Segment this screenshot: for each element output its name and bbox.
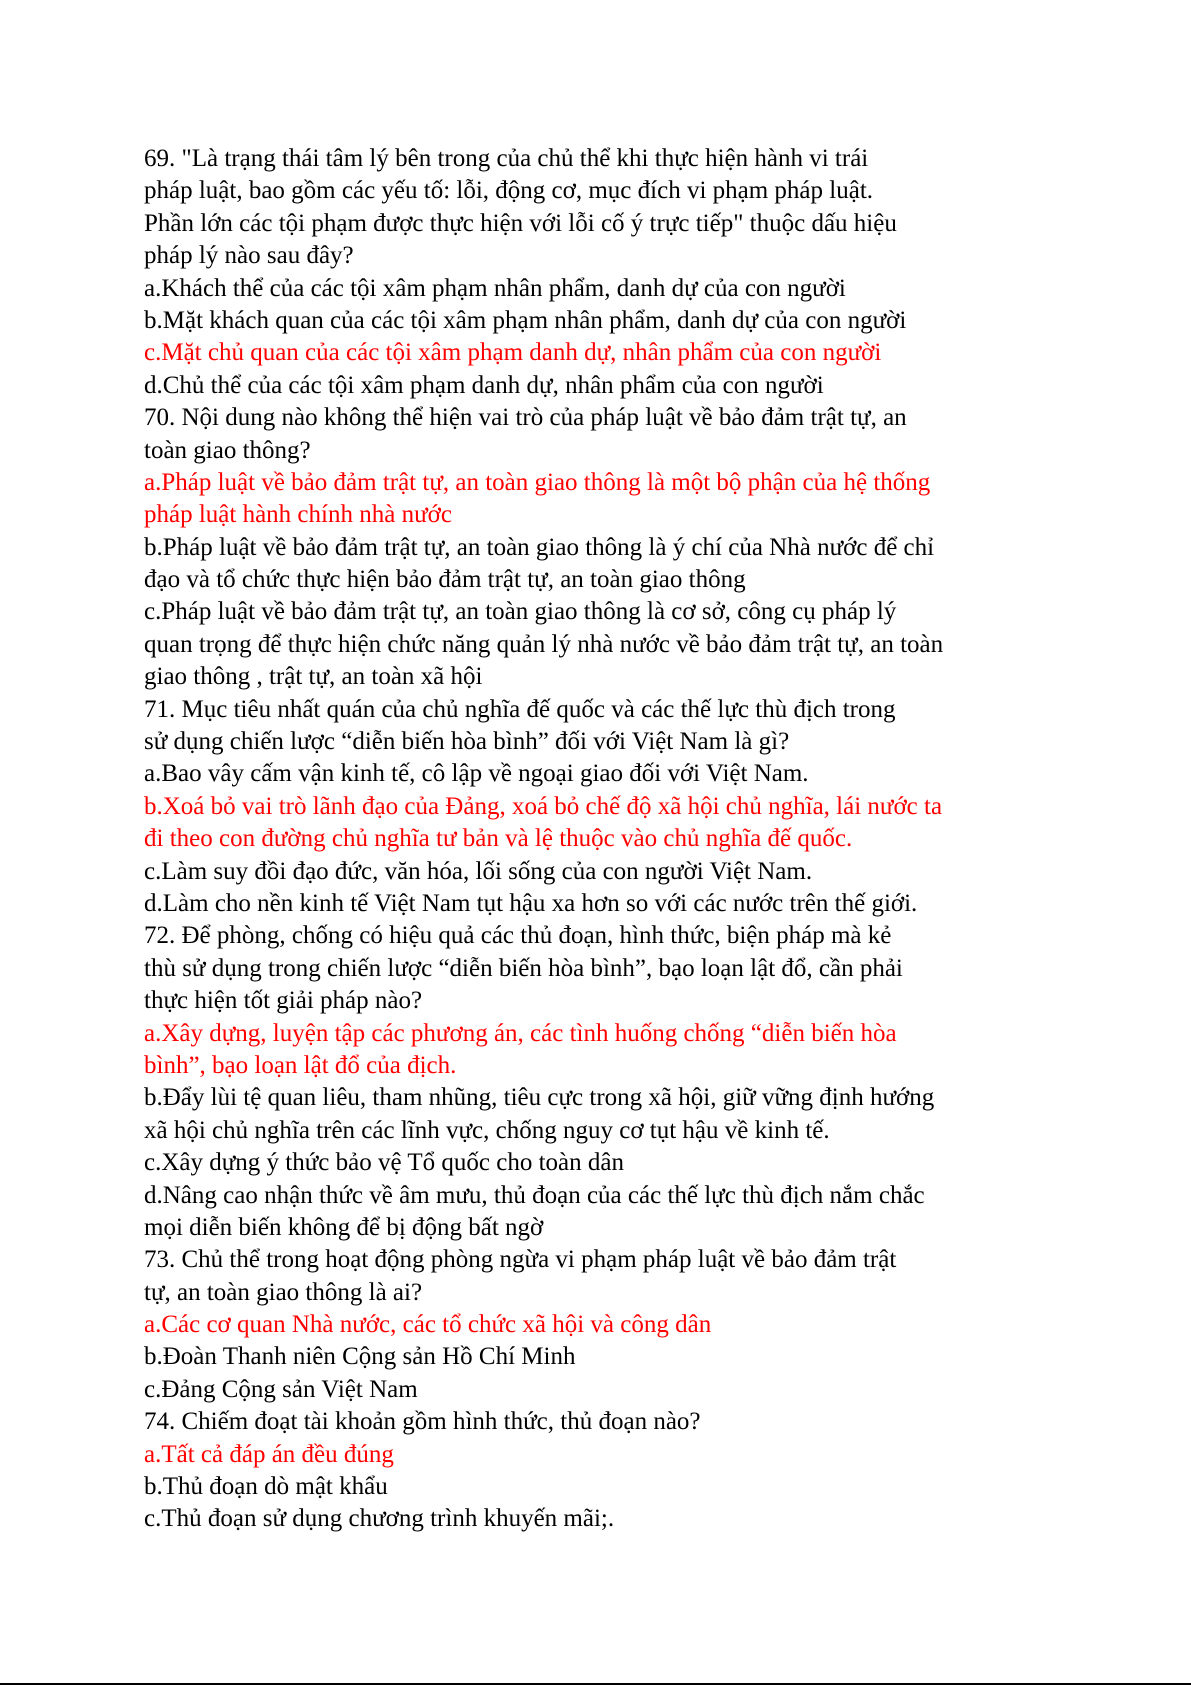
text-line: c.Làm suy đồi đạo đức, văn hóa, lối sống của con người Việt Nam.: [144, 857, 813, 885]
text-line: a.Khách thể của các tội xâm phạm nhân phẩm, danh dự của con người: [144, 274, 846, 302]
text-line: 70. Nội dung nào không thể hiện vai trò của pháp luật về bảo đảm trật tự, an: [144, 404, 907, 432]
text-line: d.Chủ thể của các tội xâm phạm danh dự, nhân phẩm của con người: [144, 371, 824, 399]
text-line: b.Mặt khách quan của các tội xâm phạm nhân phẩm, danh dự của con người: [144, 306, 907, 334]
correct-answer-line: đi theo con đường chủ nghĩa tư bản và lệ thuộc vào chủ nghĩa đế quốc.: [144, 825, 853, 853]
text-line: mọi diễn biến không để bị động bất ngờ: [144, 1213, 544, 1241]
correct-answer-line: a.Pháp luật về bảo đảm trật tự, an toàn giao thông là một bộ phận của hệ thống: [144, 468, 931, 496]
question-list: [144, 143, 1064, 1536]
correct-answer-line: a.Các cơ quan Nhà nước, các tổ chức xã hội và công dân: [144, 1311, 712, 1339]
text-line: d.Làm cho nền kinh tế Việt Nam tụt hậu xa hơn so với các nước trên thế giới.: [144, 889, 918, 917]
text-line: thù sử dụng trong chiến lược “diễn biến hòa bình”, bạo loạn lật đổ, cần phải: [144, 954, 903, 982]
text-line: pháp lý nào sau đây?: [144, 242, 354, 270]
text-line: c.Thủ đoạn sử dụng chương trình khuyến mãi;.: [144, 1505, 615, 1533]
text-line: xã hội chủ nghĩa trên các lĩnh vực, chống nguy cơ tụt hậu về kinh tế.: [144, 1116, 830, 1144]
text-line: b.Đoàn Thanh niên Cộng sản Hồ Chí Minh: [144, 1343, 576, 1371]
text-line: c.Đảng Cộng sản Việt Nam: [144, 1375, 418, 1403]
text-line: giao thông , trật tự, an toàn xã hội: [144, 663, 483, 691]
text-line: a.Bao vây cấm vận kinh tế, cô lập về ngoại giao đối với Việt Nam.: [144, 760, 809, 788]
text-line: quan trọng để thực hiện chức năng quản lý nhà nước về bảo đảm trật tự, an toàn: [144, 630, 944, 658]
correct-answer-line: b.Xoá bỏ vai trò lãnh đạo của Đảng, xoá bỏ chế độ xã hội chủ nghĩa, lái nước ta: [144, 792, 943, 820]
text-line: 72. Để phòng, chống có hiệu quả các thủ đoạn, hình thức, biện pháp mà kẻ: [144, 922, 892, 950]
text-line: 74. Chiếm đoạt tài khoản gồm hình thức, thủ đoạn nào?: [144, 1408, 701, 1436]
text-line: sử dụng chiến lược “diễn biến hòa bình” đối với Việt Nam là gì?: [144, 728, 790, 756]
text-line: c.Pháp luật về bảo đảm trật tự, an toàn giao thông là cơ sở, công cụ pháp lý: [144, 598, 897, 626]
text-line: 71. Mục tiêu nhất quán của chủ nghĩa đế quốc và các thế lực thù địch trong: [144, 695, 896, 723]
text-line: toàn giao thông?: [144, 436, 311, 464]
correct-answer-line: a.Xây dựng, luyện tập các phương án, các tình huống chống “diễn biến hòa: [144, 1019, 897, 1047]
text-line: 69. "Là trạng thái tâm lý bên trong của chủ thể khi thực hiện hành vi trái: [144, 145, 869, 172]
text-line: b.Pháp luật về bảo đảm trật tự, an toàn giao thông là ý chí của Nhà nước để chỉ: [144, 533, 935, 561]
text-line: c.Xây dựng ý thức bảo vệ Tổ quốc cho toàn dân: [144, 1149, 624, 1177]
correct-answer-line: pháp luật hành chính nhà nước: [144, 501, 452, 529]
text-line: đạo và tổ chức thực hiện bảo đảm trật tự, an toàn giao thông: [144, 566, 746, 594]
text-line: b.Thủ đoạn dò mật khẩu: [144, 1473, 388, 1501]
text-line: tự, an toàn giao thông là ai?: [144, 1278, 423, 1306]
text-line: 73. Chủ thể trong hoạt động phòng ngừa vi phạm pháp luật về bảo đảm trật: [144, 1246, 897, 1274]
text-line: Phần lớn các tội phạm được thực hiện với lỗi cố ý trực tiếp" thuộc dấu hiệu: [144, 209, 897, 237]
text-line: d.Nâng cao nhận thức về âm mưu, thủ đoạn của các thế lực thù địch nắm chắc: [144, 1181, 925, 1209]
text-line: b.Đẩy lùi tệ quan liêu, tham nhũng, tiêu cực trong xã hội, giữ vững định hướng: [144, 1084, 935, 1112]
correct-answer-line: bình”, bạo loạn lật đổ của địch.: [144, 1051, 457, 1079]
correct-answer-line: a.Tất cả đáp án đều đúng: [144, 1440, 394, 1468]
text-line: thực hiện tốt giải pháp nào?: [144, 987, 423, 1015]
correct-answer-line: c.Mặt chủ quan của các tội xâm phạm danh dự, nhân phẩm của con người: [144, 339, 882, 367]
text-line: pháp luật, bao gồm các yếu tố: lỗi, động cơ, mục đích vi phạm pháp luật.: [144, 177, 874, 205]
